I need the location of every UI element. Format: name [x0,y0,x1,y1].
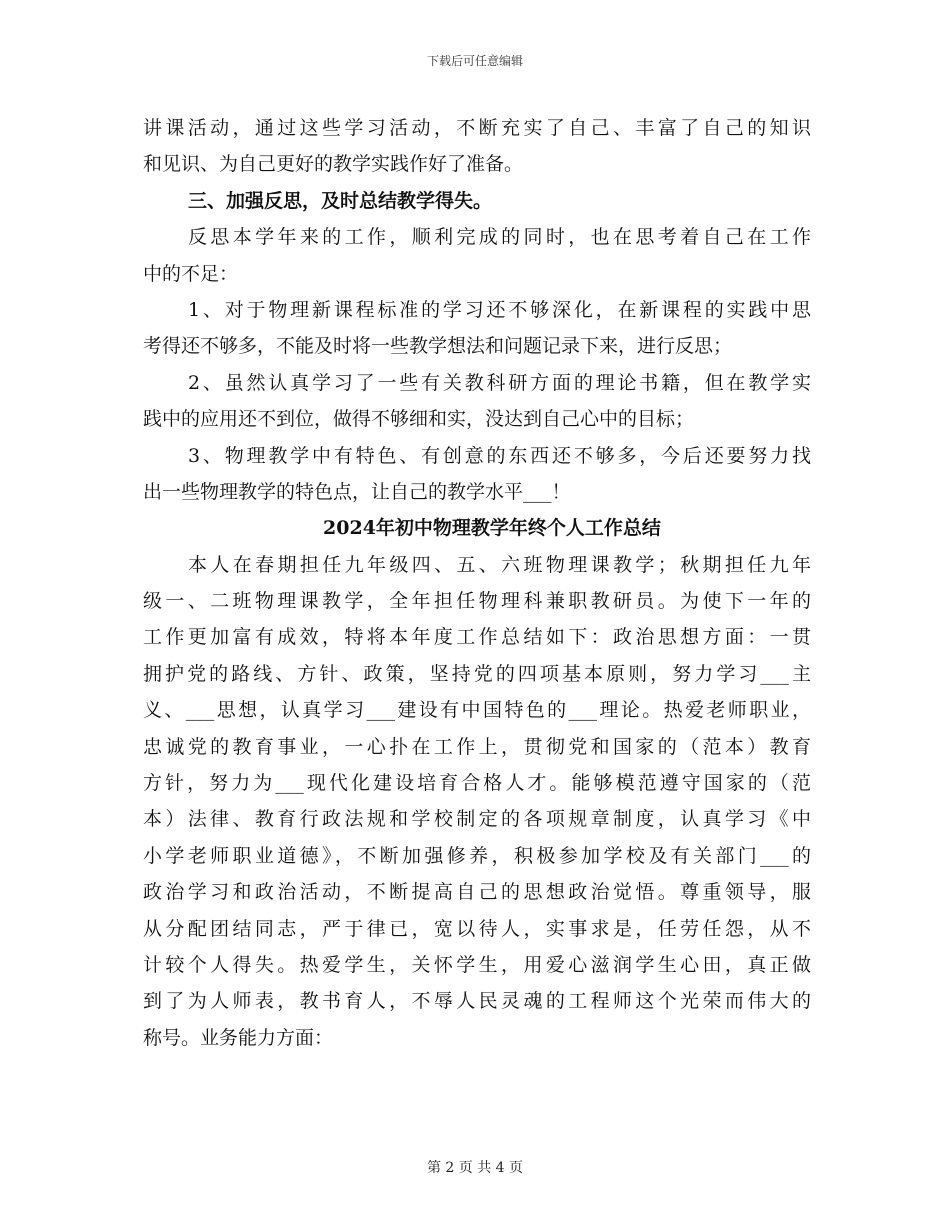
article-title: 2024年初中物理教学年终个人工作总结 [323,517,661,540]
list-item-line: 出一些物理教学的特色点，让自己的教学水平___！ [143,480,571,503]
paragraph-line: 本）法律、教育行政法规和学校制定的各项规章制度，认真学习《中 [143,808,811,831]
paragraph-line: 和见识、为自己更好的教学实践作好了准备。 [143,153,524,176]
paragraph-line: 方针，努力为___现代化建设培育合格人才。能够模范遵守国家的（范 [143,772,811,795]
document-body [143,110,811,1056]
paragraph-line: 讲课活动，通过这些学习活动，不断充实了自己、丰富了自己的知识 [143,117,811,139]
paragraph-line: 计较个人得失。热爱学生，关怀学生，用爱心滋润学生心田，真正做 [143,953,811,976]
paragraph-line: 称号。业务能力方面： [143,1026,334,1049]
paragraph-line: 忠诚党的教育事业，一心扑在工作上，贯彻党和国家的（范本）教育 [143,735,811,758]
paragraph-line: 反思本学年来的工作，顺利完成的同时，也在思考着自己在工作 [188,226,811,249]
paragraph-line: 小学老师职业道德》，不断加强修养，积极参加学校及有关部门___的 [143,844,811,867]
paragraph-line: 拥护党的路线、方针、政策，坚持党的四项基本原则，努力学习___主 [143,662,811,685]
paragraph-line: 级一、二班物理课教学，全年担任物理科兼职教研员。为使下一年的 [143,590,811,613]
paragraph-line: 政治学习和政治活动，不断提高自己的思想政治觉悟。尊重领导，服 [143,881,811,904]
paragraph-line: 义、___思想，认真学习___建设有中国特色的___理论。热爱老师职业， [143,699,811,722]
page-number-footer: 第 2 页 共 4 页 [426,1160,524,1176]
list-item-line: 考得还不够多，不能及时将一些教学想法和问题记录下来，进行反思； [143,335,733,358]
paragraph-line: 工作更加富有成效，特将本年度工作总结如下：政治思想方面：一贯 [143,626,811,649]
paragraph-line: 到了为人师表，教书育人，不辱人民灵魂的工程师这个光荣而伟大的 [143,990,811,1013]
paragraph-line: 从分配团结同志，严于律已，宽以待人，实事求是，任劳任怨，从不 [143,917,811,940]
paragraph-line: 本人在春期担任九年级四、五、六班物理课教学；秋期担任九年 [188,553,811,576]
page-header: 下载后可任意编辑 [426,54,523,68]
list-item-line: 1、对于物理新课程标准的学习还不够深化，在新课程的实践中思 [188,298,811,321]
list-item-line: 践中的应用还不到位，做得不够细和实，没达到自己心中的目标； [143,408,695,431]
list-item-line: 2、虽然认真学习了一些有关教科研方面的理论书籍，但在教学实 [188,371,811,394]
paragraph-line: 中的不足： [143,262,239,285]
list-item-line: 3、物理教学中有特色、有创意的东西还不够多，今后还要努力找 [188,444,811,467]
section-heading: 三、加强反思，及时总结教学得失。 [188,189,493,212]
